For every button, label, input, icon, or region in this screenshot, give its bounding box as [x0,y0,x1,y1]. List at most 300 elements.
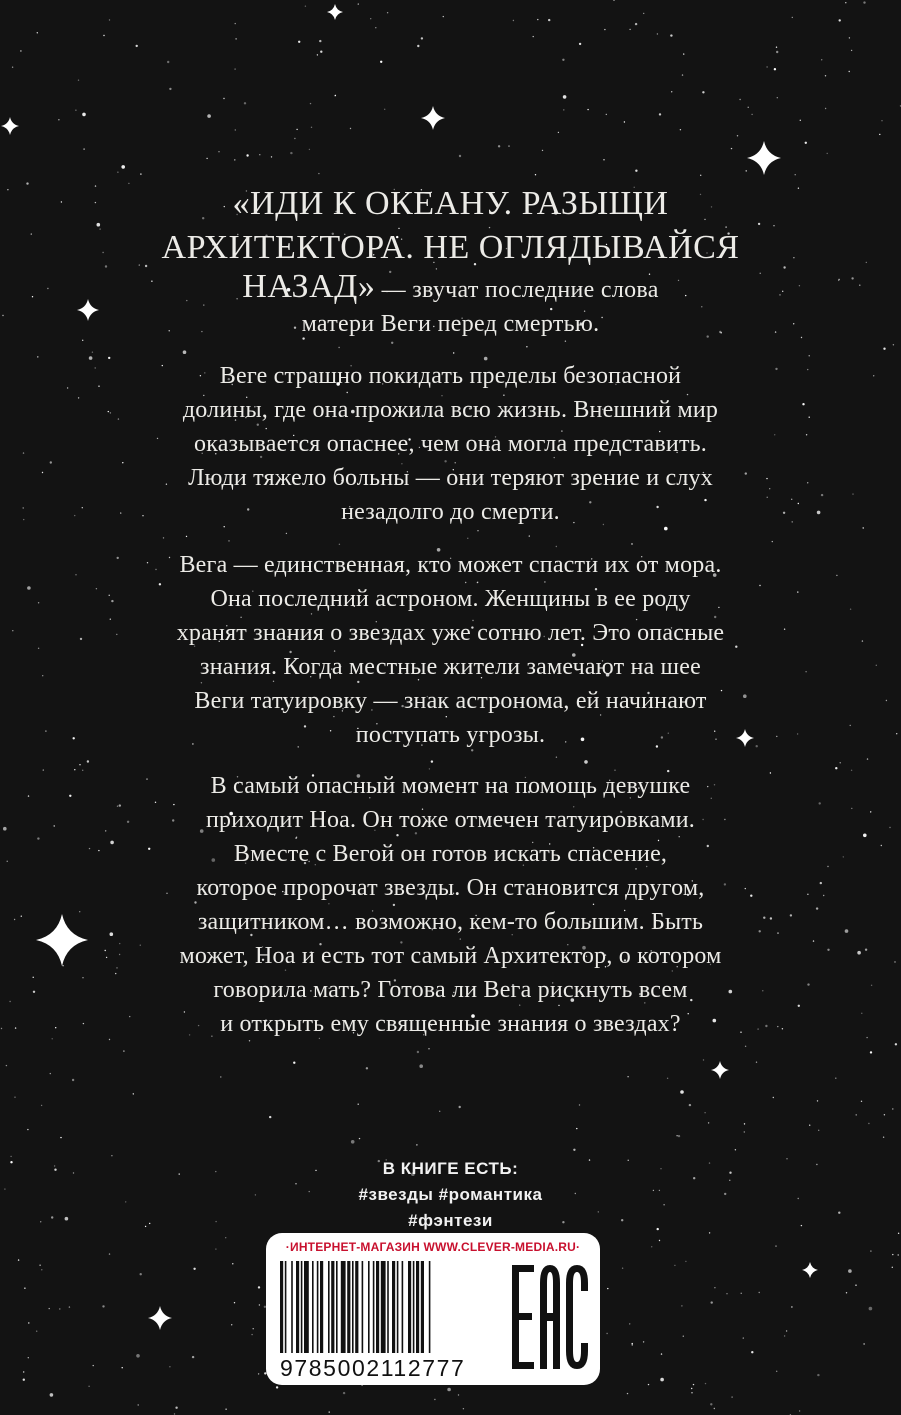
star-dot [123,1050,124,1051]
star-dot [286,533,287,534]
star-dot [691,1392,692,1393]
book-tags [0,1156,901,1234]
star-dot [631,543,632,544]
star-dot [232,1263,233,1264]
star-dot [556,546,557,547]
star-dot [305,6,306,7]
star-dot [791,1306,792,1307]
paragraph-3-line: говорила мать? Готова ли Вега рискнуть всем [213,977,688,1003]
sparkle-star-icon [802,1262,818,1278]
star-dot [359,1138,360,1139]
star-dot [169,1366,170,1367]
star-dot [75,110,76,111]
star-dot [109,19,110,20]
star-dot [215,1248,216,1249]
star-dot [290,152,292,154]
paragraph-2-line: Веги татуировку — знак астронома, ей начинают [194,688,707,714]
star-dot [693,1384,694,1385]
star-dot [735,1149,736,1150]
star-dot [846,1292,847,1293]
star-dot [840,762,841,763]
star-dot [821,59,822,60]
sparkle-star-icon [1,117,19,135]
star-dot [756,1062,757,1063]
star-dot [375,27,376,28]
star-dot [835,1078,836,1079]
star-dot [714,1408,715,1409]
star-dot [92,352,93,353]
star-dot [895,1043,897,1045]
paragraph-3-line: и открыть ему священные знания о звездах? [220,1011,681,1037]
barcode-label [266,1233,600,1385]
star-dot [83,148,84,149]
star-dot [898,1254,899,1255]
star-dot [651,1246,652,1247]
star-dot [102,1305,104,1307]
star-dot [24,1288,25,1289]
star-dot [421,37,423,39]
star-dot [391,342,393,344]
tagline-line-2: АРХИТЕКТОРА. НЕ ОГЛЯДЫВАЙСЯ [161,229,740,266]
star-dot [343,1392,345,1394]
paragraph-1-line: оказывается опаснее, чем она могла представить. [194,431,707,457]
star-dot [206,158,207,159]
star-dot [579,43,581,45]
star-dot [659,1240,660,1241]
star-dot [49,1308,50,1309]
star-dot [632,1343,633,1344]
star-dot [419,1064,423,1068]
star-dot [309,149,310,150]
star-dot [691,1388,692,1389]
star-dot [320,51,322,53]
star-dot [563,109,564,110]
star-dot [50,1393,54,1397]
star-dot [799,1410,800,1411]
star-dot [825,108,826,109]
star-dot [751,114,752,115]
star-dot [175,1407,177,1409]
star-dot [883,348,885,350]
star-dot [467,538,468,539]
star-dot [892,1267,893,1268]
sparkle-star-icon [327,4,343,20]
star-dot [69,1306,70,1307]
star-dot [741,1293,742,1294]
star-dot [14,1097,15,1098]
star-dot [825,75,826,76]
star-dot [235,129,236,130]
star-dot [443,16,444,17]
star-dot [711,1301,713,1303]
star-dot [817,1100,818,1101]
star-dot [624,121,625,122]
star-dot [731,1396,732,1397]
star-dot [318,173,319,174]
paragraph-2-line: знания. Когда местные жители замечают на шее [200,654,701,680]
star-dot [635,170,637,172]
sparkle-star-icon [711,1061,729,1079]
paragraph-3-line: может, Ноа и есть тот самый Архитектор, о котором [179,943,722,969]
star-dot [817,1374,819,1376]
star-dot [225,1237,226,1238]
star-dot [737,135,738,136]
star-dot [276,1386,278,1388]
star-dot [269,1116,271,1118]
star-dot [459,155,461,157]
star-dot [28,1357,29,1358]
star-dot [311,127,312,128]
star-dot [174,1413,175,1414]
star-dot [253,1328,254,1329]
star-dot [434,1399,435,1400]
star-dot [792,17,793,18]
star-dot [861,1101,862,1102]
star-dot [223,98,224,99]
star-dot [508,145,509,146]
star-dot [537,19,538,20]
star-dot [225,1409,226,1410]
star-dot [884,1114,885,1115]
star-dot [849,71,850,72]
star-dot [193,1268,195,1270]
shop-url: ·ИНТЕРНЕТ-МАГАЗИН WWW.CLEVER-MEDIA.RU· [285,1240,581,1254]
star-dot [78,80,79,81]
star-dot [870,1051,872,1053]
tagline-line-4: матери Веги перед смертью. [301,311,600,337]
star-dot [258,1373,259,1374]
star-dot [705,1383,706,1384]
star-dot [338,347,339,348]
star-dot [235,38,236,39]
star-dot [683,53,684,54]
star-dot [674,1265,675,1266]
star-dot [12,67,13,68]
star-dot [18,1259,19,1260]
tagline-line-3 [0,270,901,307]
star-dot [140,173,141,174]
star-dot [548,19,550,21]
star-dot [659,113,661,115]
tagline-line-1: «ИДИ К ОКЕАНУ. РАЗЫЩИ [232,185,669,222]
star-dot [839,19,841,21]
star-dot [27,1129,28,1130]
star-dot [459,1106,461,1108]
star-dot [892,1108,893,1109]
star-dot [428,1048,429,1049]
star-dot [751,1351,753,1353]
star-dot [744,1123,745,1124]
paragraph-1-line: Люди тяжело больны — они теряют зрение и слух [188,465,713,491]
paragraph-1-line: Веге страшно покидать пределы безопасной [219,363,682,389]
star-dot [700,175,701,176]
star-dot [562,59,564,61]
star-dot [542,150,543,151]
star-dot [800,120,801,121]
star-dot [88,1386,89,1387]
star-dot [192,1356,194,1358]
star-dot [881,120,882,121]
star-dot [556,757,557,758]
star-dot [533,36,534,37]
star-dot [635,23,637,25]
star-dot [259,154,260,155]
star-dot [234,1302,235,1303]
tags-line-2: #фэнтези [408,1211,493,1230]
star-dot [563,95,567,99]
star-dot [235,23,236,24]
eac-conformity-mark-icon [510,1263,590,1373]
star-dot [726,1293,727,1294]
star-dot [868,1123,869,1124]
star-dot [869,1307,873,1311]
paragraph-2 [0,548,901,752]
star-dot [335,95,336,96]
star-dot [463,1408,464,1409]
star-dot [339,544,340,545]
star-dot [358,1104,359,1105]
star-dot [431,760,433,762]
star-dot [809,1125,810,1126]
star-dot [417,45,419,47]
paragraph-2-line: хранят знания о звездах уже сотню лет. Это опасные [176,620,725,646]
star-dot [622,1268,623,1269]
star-dot [259,1304,260,1305]
star-dot [41,1269,42,1270]
star-dot [818,1130,819,1131]
star-dot [39,1265,40,1266]
isbn-number: 9785002112777 [280,1355,466,1381]
tagline [0,182,901,341]
star-dot [870,1250,871,1251]
star-dot [680,129,681,130]
star-dot [576,1128,577,1129]
star-dot [745,1046,746,1047]
star-dot [604,29,605,30]
star-dot [683,1336,684,1337]
sparkle-star-icon [148,1306,172,1330]
paragraph-3-line: приходит Ноа. Он тоже отмечен татуировками. [206,807,695,833]
star-dot [648,1384,649,1385]
star-dot [856,1114,857,1115]
star-dot [774,68,776,70]
star-dot [498,145,500,147]
star-dot [743,1337,744,1338]
star-dot [207,114,211,118]
star-dot [632,1344,633,1345]
star-dot [244,102,246,104]
star-dot [584,760,588,764]
star-dot [117,172,118,173]
star-dot [613,0,614,1]
star-dot [329,1411,330,1412]
star-dot [661,1353,662,1354]
star-dot [772,541,773,542]
paragraph-2-line: поступать угрозы. [355,722,546,748]
star-dot [351,1140,355,1144]
barcode-icon [280,1261,500,1357]
star-dot [573,1149,575,1151]
star-dot [28,1322,29,1323]
star-dot [79,764,80,765]
star-dot [786,1330,787,1331]
star-dot [220,1076,221,1077]
star-dot [759,1292,760,1293]
star-dot [133,1093,134,1094]
star-dot [138,1404,139,1405]
star-dot [681,1305,682,1306]
paragraph-2-line: Вега — единственная, кто может спасти их от мора. [179,552,722,578]
star-dot [676,1135,677,1136]
star-dot [366,1067,368,1069]
star-dot [777,97,778,98]
star-dot [851,50,852,51]
paragraph-1 [0,359,901,529]
tags-line-1: #звезды #романтика [358,1185,543,1204]
star-dot [350,128,351,129]
star-dot [59,1308,60,1309]
star-dot [23,1379,25,1381]
star-dot [685,1261,686,1262]
star-dot [6,1065,7,1066]
star-dot [228,540,229,541]
star-dot [607,1288,608,1289]
star-dot [231,1324,232,1325]
star-dot [678,1135,680,1137]
star-dot [744,1131,745,1132]
star-dot [122,1367,123,1368]
star-dot [558,132,559,133]
star-dot [109,1253,110,1254]
star-dot [643,1341,644,1342]
star-dot [121,165,125,169]
star-dot [863,1,865,3]
star-dot [370,18,371,19]
star-dot [845,2,846,3]
star-dot [186,536,187,537]
star-dot [682,74,683,75]
star-dot [805,142,807,144]
star-dot [667,1078,668,1079]
star-dot [234,68,235,69]
star-dot [784,1335,785,1336]
star-dot [714,1287,715,1288]
star-dot [879,134,880,135]
star-dot [169,88,171,90]
star-dot [234,159,235,160]
star-dot [629,1323,630,1324]
star-dot [704,1112,705,1113]
star-dot [629,29,630,30]
star-dot [416,1144,417,1145]
paragraph-3 [0,769,901,1041]
star-dot [294,138,295,139]
paragraph-2-line: Она последний астроном. Женщины в ее роду [210,586,691,612]
star-dot [380,61,382,63]
star-dot [163,537,164,538]
star-dot [296,129,297,130]
star-dot [136,1354,140,1358]
star-dot [72,1079,74,1081]
star-dot [439,1111,440,1112]
star-dot [447,1388,451,1392]
star-dot [58,119,59,120]
star-dot [606,114,607,115]
star-dot [136,45,138,47]
star-dot [20,50,21,51]
star-dot [883,1137,884,1138]
star-dot [671,91,672,92]
tags-heading: В КНИГЕ ЕСТЬ: [382,1159,519,1178]
star-dot [579,1104,580,1105]
star-dot [892,1254,893,1255]
star-dot [387,12,388,13]
paragraph-1-line: долины, где она прожила всю жизнь. Внешний мир [182,397,719,423]
star-dot [627,1393,628,1394]
star-dot [731,148,732,149]
star-dot [251,1334,252,1335]
star-dot [603,159,604,160]
star-dot [660,1378,664,1382]
star-dot [795,174,796,175]
star-dot [23,1371,24,1372]
star-dot [708,1122,709,1123]
star-dot [855,1285,856,1286]
star-dot [258,1286,260,1288]
star-dot [863,1343,864,1344]
star-dot [710,1403,712,1405]
star-dot [319,40,321,42]
paragraph-3-line: защитником… возможно, кем-то большим. Быть [197,909,704,935]
star-dot [627,1076,628,1077]
star-dot [643,13,644,14]
star-dot [36,1331,37,1332]
star-dot [776,1371,777,1372]
star-dot [87,760,89,762]
star-dot [93,1365,94,1366]
star-dot [453,352,454,353]
star-dot [848,1269,852,1273]
star-dot [670,34,672,36]
star-dot [827,153,828,154]
star-dot [384,109,385,110]
star-dot [809,355,810,356]
star-dot [183,350,187,354]
star-dot [606,1333,607,1334]
paragraph-1-line: незадолго до смерти. [341,499,560,525]
star-dot [477,530,478,531]
star-dot [103,35,104,36]
sparkle-star-icon [747,141,781,175]
star-dot [271,156,272,157]
star-dot [776,51,778,53]
star-dot [849,37,850,38]
paragraph-3-line: которое пророчат звезды. Он становится другом, [196,875,705,901]
star-dot [535,174,536,175]
star-dot [739,99,740,100]
star-dot [680,1090,684,1094]
star-dot [218,151,219,152]
star-dot [317,54,318,55]
star-dot [140,1273,142,1275]
star-dot [529,535,530,536]
star-dot [417,1051,419,1053]
star-dot [775,1245,776,1246]
star-dot [893,344,894,345]
star-dot [748,107,749,108]
star-dot [310,103,311,104]
star-dot [702,91,704,93]
